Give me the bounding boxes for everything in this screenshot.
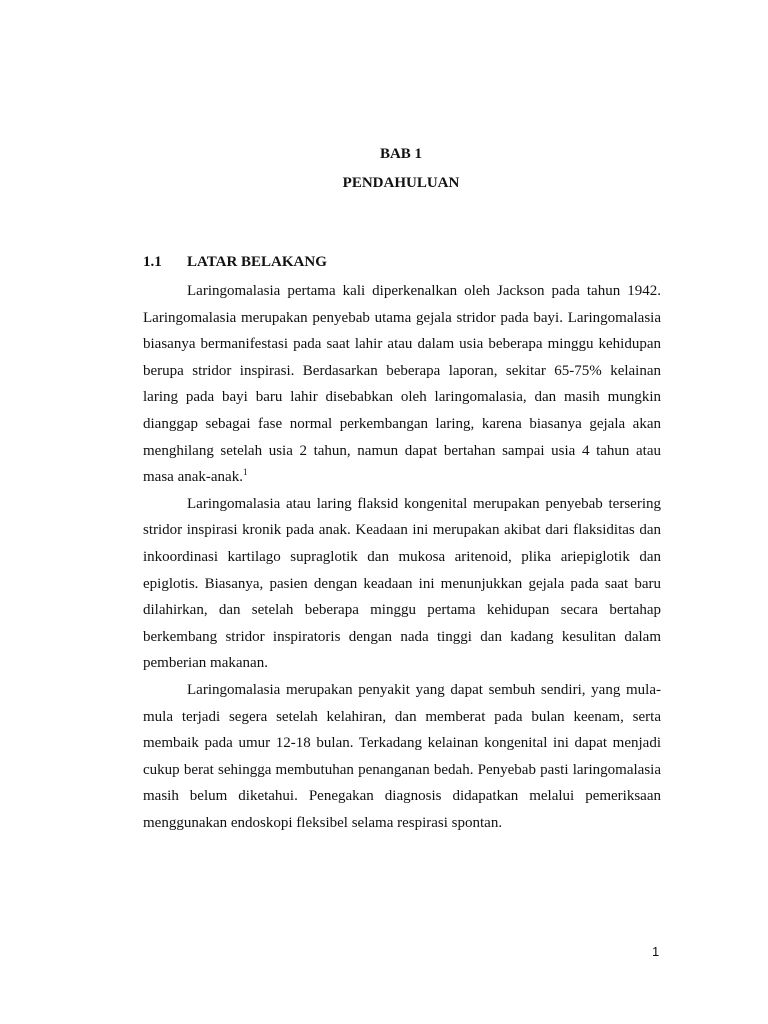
chapter-number: BAB 1 <box>379 146 423 162</box>
chapter-title: PENDAHULUAN <box>342 175 460 191</box>
paragraph-text: Laringomalasia merupakan penyakit yang dapat sembuh sendiri, yang mula-mula terjadi segera setelah kelahiran, dan memberat pada bulan keenam, serta membaik pada umur 12-18 bulan. Terkadang kelainan kongenital ini dapat menjadi cukup berat sehingga membutuhan penanganan bedah. Penyebab pasti laringomalasia masih belum diketahui. Penegakan diagnosis didapatkan melalui pemeriksaan menggunakan endoskopi fleksibel selama respirasi spontan. <box>143 681 661 831</box>
page-number: 1 <box>652 944 660 959</box>
footnote-reference: 1 <box>242 467 248 478</box>
body-text <box>143 278 661 836</box>
paragraph-text: Laringomalasia pertama kali diperkenalkan oleh Jackson pada tahun 1942. Laringomalasia merupakan penyebab utama gejala stridor pada bayi. Laringomalasia biasanya bermanifestasi pada saat lahir atau dalam usia beberapa minggu kehidupan berupa stridor inspirasi. Berdasarkan beberapa laporan, sekitar 65-75% kelainan laring pada bayi baru lahir disebabkan oleh laringomalasia, dan masih mungkin dianggap sebagai fase normal perkembangan laring, karena biasanya gejala akan menghilang setelah usia 2 tahun, namun dapat bertahan sampai usia 4 tahun atau masa anak-anak. <box>143 283 661 486</box>
paragraph-text: Laringomalasia atau laring flaksid kongenital merupakan penyebab tersering stridor inspirasi kronik pada anak. Keadaan ini merupakan akibat dari flaksiditas dan inkoordinasi kartilago supraglotik dan mukosa aritenoid, plika ariepiglotik dan epiglotis. Biasanya, pasien dengan keadaan ini menunjukkan gejala pada saat baru dilahirkan, dan setelah beberapa minggu pertama kehidupan secara bertahap berkembang stridor inspiratoris dengan nada tinggi dan kadang kesulitan dalam pemberian makanan. <box>143 495 661 672</box>
paragraph <box>143 677 661 837</box>
section-heading <box>143 254 327 271</box>
section-number: 1.1 <box>143 254 162 270</box>
paragraph <box>143 491 661 677</box>
paragraph <box>143 278 661 491</box>
section-title: LATAR BELAKANG <box>187 254 327 270</box>
